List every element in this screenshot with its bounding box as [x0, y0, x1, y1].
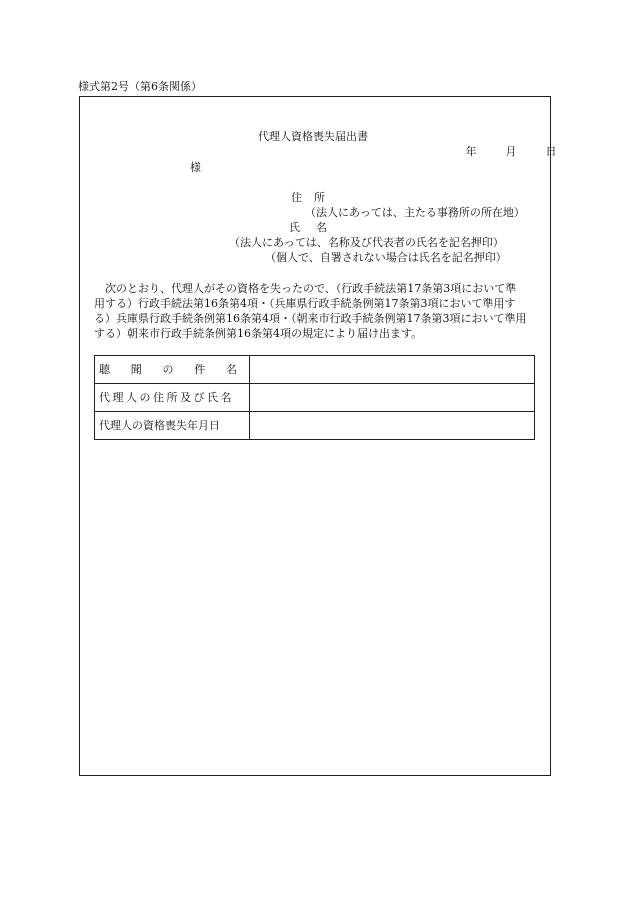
hearing-subject-field[interactable] — [250, 356, 535, 384]
document-title: 代理人資格喪失届出書 — [258, 130, 368, 143]
address-note: （法人にあっては、主たる事務所の所在地） — [305, 206, 525, 219]
address-label — [291, 191, 325, 205]
body-line: する）朝来市行政手続条例第16条第4項の規定により届け出ます。 — [94, 327, 423, 340]
qualification-loss-date-label: 代理人の資格喪失年月日 — [95, 412, 250, 440]
year-label: 年 — [465, 145, 477, 158]
addressee-suffix: 様 — [190, 161, 201, 174]
table-row — [95, 412, 535, 440]
details-table — [94, 355, 535, 440]
table-row — [95, 384, 535, 412]
table-row — [95, 356, 535, 384]
name-label — [289, 221, 327, 235]
agent-address-name-label: 代理人の住所及び氏名 — [95, 384, 250, 412]
hearing-subject-label: 聴 聞 の 件 名 — [95, 356, 250, 384]
name-label-char-2: 名 — [316, 221, 327, 234]
day-label: 日 — [545, 145, 557, 158]
form-number: 様式第2号（第6条関係） — [78, 80, 202, 93]
address-label-char-1: 住 — [291, 191, 302, 204]
month-label: 月 — [505, 145, 517, 158]
body-line: 次のとおり、代理人がその資格を失ったので、（行政手続法第17条第3項において準 — [105, 282, 517, 295]
name-label-char-1: 氏 — [289, 221, 300, 234]
body-line: 用する）行政手続法第16条第4項・（兵庫県行政手続条例第17条第3項において準用す — [94, 297, 516, 310]
address-label-char-2: 所 — [314, 191, 325, 204]
form-frame — [79, 96, 557, 776]
body-paragraph — [94, 281, 538, 341]
body-line: る）兵庫県行政手続条例第16条第4項・（朝来市行政手続条例第17条第3項において準用 — [94, 312, 527, 325]
name-note-individual: （個人で、自署されない場合は氏名を記名押印） — [265, 251, 507, 264]
qualification-loss-date-field[interactable] — [250, 412, 535, 440]
agent-address-name-field[interactable] — [250, 384, 535, 412]
date-line — [440, 145, 557, 159]
name-note-corporate: （法人にあっては、名称及び代表者の氏名を記名押印） — [229, 236, 504, 249]
